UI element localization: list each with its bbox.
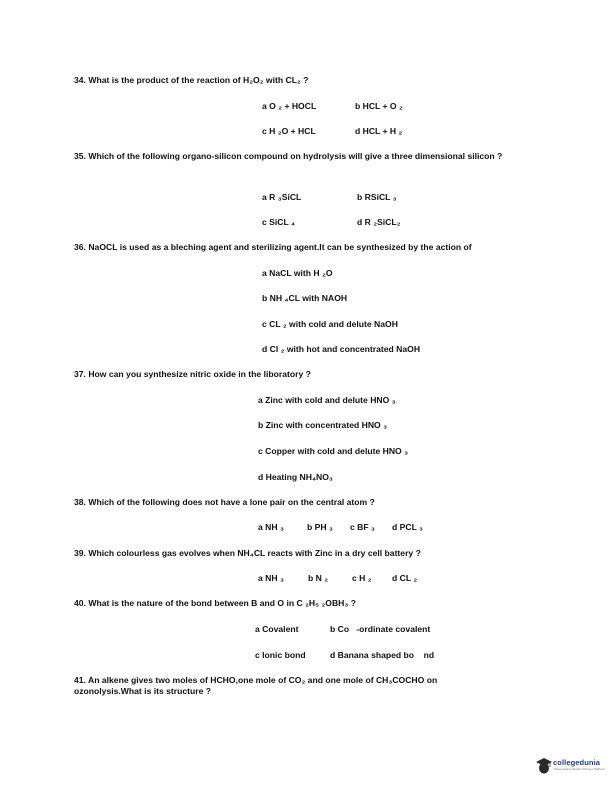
question-39: 39. Which colourless gas evolves when NH₄CL reacts with Zinc in a dry cell battery ? [74,548,421,558]
question-40: 40. What is the nature of the bond between B and O in C ₂H₅ ₂OBH₃ ? [74,598,356,608]
option-37b: b Zinc with concentrated HNO ₃ [258,420,388,430]
question-37: 37. How can you synthesize nitric oxide in the liboratory ? [74,369,311,379]
option-38c: c BF ₃ [350,522,375,532]
option-34d: d HCL + H ₂ [355,126,403,136]
option-40c: c Ionic bond [255,650,306,660]
option-34c: c H ₂O + HCL [262,126,316,136]
brand-tagline: India's largest Student Review Platform [553,767,606,771]
question-34: 34. What is the product of the reaction of H₂O₂ with CL₂ ? [74,75,309,85]
question-35: 35. Which of the following organo-silicon compound on hydrolysis will give a three dimensional silicon ? [74,151,503,161]
question-36: 36. NaOCL is used as a bleching agent and sterilizing agent.It can be synthesized by the action of [74,242,472,252]
collegedunia-logo [535,756,609,782]
option-39d: d CL ₂ [392,573,418,583]
option-39c: c H ₂ [352,573,372,583]
brand-name: collegedunia [553,758,601,767]
option-37d: d Heating NH₄NO₃ [258,472,333,482]
option-39a: a NH ₃ [258,573,284,583]
option-35a: a R ₃SiCL [262,192,302,202]
option-35c: c SiCL ₄ [262,217,296,227]
option-34a: a O ₂ + HOCL [262,101,317,111]
option-35d: d R ₂SiCL₂ [357,217,401,227]
option-36b: b NH ₄CL with NAOH [262,293,348,303]
option-36d: d Cl ₂ with hot and concentrated NaOH [262,344,421,354]
option-38a: a NH ₃ [258,522,284,532]
option-35b: b RSiCL ₃ [357,192,397,202]
option-40d: d Banana shaped bo nd [330,650,435,660]
option-38b: b PH ₃ [307,522,333,532]
question-38: 38. Which of the following does not have a lone pair on the central atom ? [74,497,375,507]
question-41: 41. An alkene gives two moles of HCHO,one mole of CO₂ and one mole of CH₃COCHO on ozonolysis.What is its structure ? [74,675,438,696]
option-40a: a Covalent [255,624,299,634]
option-37c: c Copper with cold and delute HNO ₃ [258,446,409,456]
option-38d: d PCL ₃ [392,522,424,532]
option-40b: b Co -ordinate covalent [330,624,431,634]
option-34b: b HCL + O ₂ [355,101,403,111]
option-36a: a NaCL with H ₂O [262,268,333,278]
option-39b: b N ₂ [308,573,329,583]
option-36c: c CL ₂ with cold and delute NaOH [262,319,398,329]
graduation-cap-icon [535,756,553,776]
option-37a: a Zinc with cold and delute HNO ₃ [258,395,396,405]
